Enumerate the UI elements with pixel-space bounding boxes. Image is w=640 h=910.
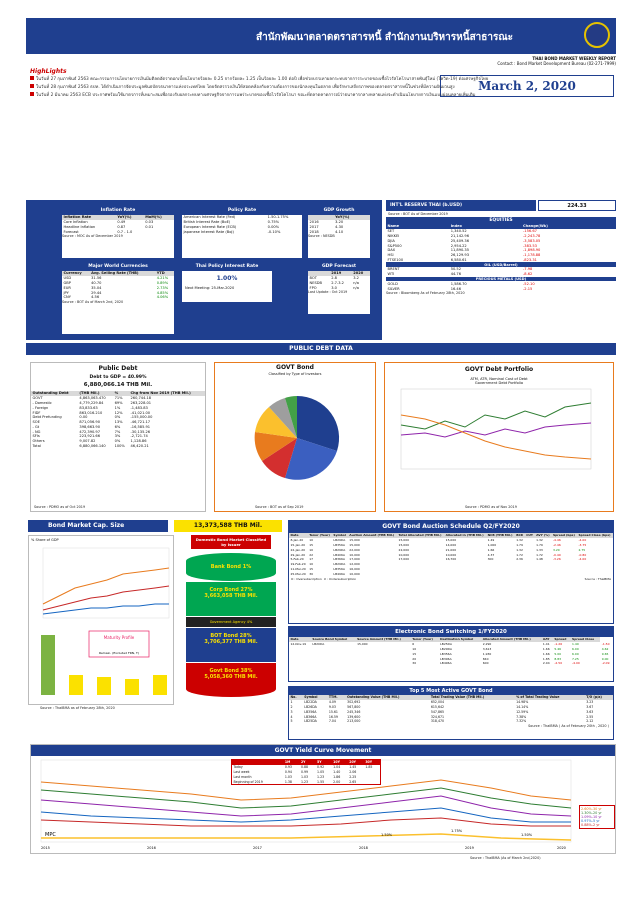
table-row: FIDF 863,016.210 12% -41,021.00 <box>32 410 151 415</box>
highlights-title: HighLights <box>30 68 67 75</box>
table-row: DJIA 25,409.36 -3,583.05 <box>387 238 541 243</box>
table-row: 1 LB22DA 4.09 302,692 652,004 14.98% 3.23 <box>290 700 594 705</box>
equities-table: Name Index Change(Wk) SET 1,340.52 -156.67 NIKKEI 21,142.96 -2,243.78 DJIA 25,409.36 -3,583.05 S&P500 2,954.22 -383.53 DAX 11,890.35 -1,898.90 HSI 26,129.93 -1,178.88 FTSE100 6,580.61 -823.31 OIL (USD/Barrel) BRENT 50.52 -7.98 WTI 44.76 -8.62 PRECIOUS METALS (USD) GOLD 1,586.70 -52.10 SILVER 16.46 -2.15 <box>386 224 616 291</box>
segment-agency: Government Agency 4% <box>186 617 276 627</box>
currency-title: Major World Currencies <box>62 262 174 271</box>
table-row: 8-Jan-20 10 LB29DA 15,000 15,000 15,000 1.49 1.32 1.32 -4.46 -4.00 <box>290 538 587 543</box>
pdmo-logo-icon <box>584 22 610 48</box>
table-row: SET 1,340.52 -156.67 <box>387 229 537 234</box>
bond-cap-source: Source : ThaiBMA as of February 28th, 2020 <box>40 706 115 710</box>
yield-series-5y <box>41 808 571 822</box>
table-row: NIKKEI 21,142.96 -2,243.78 <box>387 233 541 238</box>
legend-entry: 0.97%-5 yr <box>581 819 600 823</box>
table-row: 25-Mar-20 30 LB496A 10,000 <box>290 571 360 576</box>
thai-policy-panel <box>182 262 272 302</box>
maturity-bar-1 <box>41 635 55 695</box>
mpc-rate-label: 1.50% <box>381 833 393 837</box>
public-debt-title: Public Debt <box>98 365 138 372</box>
table-row: HSI 26,129.93 -1,178.88 <box>387 253 541 258</box>
gdp-forecast-table: 2019 2020 BOT 2.8 3.2 NESDB 2.7-3.2 n/a FPO 3.0 n/a <box>308 271 370 290</box>
table-row: 29-Jan-20 22 LB406A 10,000 10,000 10,000 4.37 1.72 1.72 -0.40 -0.80 <box>290 552 587 557</box>
table-row: CNY 4.56 4.06% <box>63 295 169 300</box>
portfolio-series-cost <box>401 415 591 459</box>
bond-cap-value: 13,373,588 THB Mil. <box>174 520 282 532</box>
bullet-icon <box>30 92 34 96</box>
table-row: 12-Nov-19 LB20DA 15,000 6 LB25DA 2,290 1.41 -1.26 1.40 -1.50 <box>290 642 610 647</box>
maturity-bar-4 <box>125 679 139 695</box>
gdp-growth-panel <box>308 206 370 258</box>
auction-title: GOVT Bond Auction Schedule Q2/FY2020 <box>289 521 613 533</box>
top5-title: Top 5 Most Active GOVT Bond <box>289 687 613 695</box>
table-row: - Foreign 83,833.63 1% -1,483.83 <box>32 405 148 410</box>
table-row: Headline Inflation 0.87 0.01 <box>63 224 154 229</box>
legend-entry: 2.60%-30 yr <box>581 807 602 811</box>
gdp-series-a <box>43 568 169 604</box>
table-row: 2 LB26DA 9.03 567,800 615,642 14.14% 3.67 <box>290 704 594 709</box>
table-row: Last month 1.03 1.03 1.23 1.86 2.25 <box>233 774 357 779</box>
next-meeting: Next Meeting: 25-Mar-2020 <box>185 286 235 290</box>
public-debt-panel <box>30 362 206 512</box>
x-tick-label: 2019 <box>465 846 474 850</box>
gdp-forecast-title: GDP Forecast <box>308 262 370 271</box>
x-tick-label: 2015 <box>41 846 50 850</box>
table-row: NESDB 2.7-3.2 n/a <box>309 280 359 285</box>
auction-panel <box>288 520 614 624</box>
maturity-bar-5 <box>153 675 167 695</box>
portfolio-chart-title: ATM, ATR, Nominal Cost of Debt <box>470 377 528 381</box>
table-row: Core Inflation 0.49 0.03 <box>63 220 154 225</box>
table-row: USD 31.56 4.21% <box>63 276 169 281</box>
table-row: EUR 35.04 2.73% <box>63 285 169 290</box>
bond-cap-panel <box>28 535 174 705</box>
table-row: 11-Mar-20 15 LB356A 16,000 <box>290 566 360 571</box>
public-debt-source: Source : PDMO as of Oct 2019 <box>34 505 86 509</box>
x-tick-label: 2020 <box>557 846 566 850</box>
report-subtitle <box>380 56 616 66</box>
contact-line: Contact : Bond Market Development Bureau (02-271-7999) <box>497 61 616 66</box>
govt-portfolio-panel <box>384 362 614 512</box>
table-row: Today 0.93 0.88 0.92 1.04 1.45 1.85 <box>233 765 373 770</box>
gdp-forecast-panel <box>308 262 370 314</box>
portfolio-line-chart <box>385 385 613 485</box>
table-row: BRENT 50.52 -7.98 <box>387 267 533 272</box>
segment-govt: Govt Bond 38% 5,058,360 THB Mil. <box>186 663 276 697</box>
yield-series-10y <box>41 796 571 816</box>
govt-bond-pie-title: GOVT Bond <box>276 364 314 371</box>
x-tick-label: 2016 <box>147 846 156 850</box>
switching-panel <box>288 626 614 682</box>
govt-bond-pie-source: Source : BOT as of Sep 2019 <box>255 505 304 509</box>
table-row: 22-Jan-20 10 LB29DA 22,000 22,000 21,000 1.66 1.32 1.33 3.20 2.75 <box>290 547 586 552</box>
switching-table: Date Source Bond Symbol Source Amount (THB Mil.) Tenor (Year) Destination Symbol Allocated Amount (THB Mil.) AAY Spread Spread Close 12-Nov-19 LB20DA 15,000 6 LB25DA 2,290 1.41 -1.26 1.40 -1.50 10 LB29DA 3,613 1.66 5.46 6.00 4.62 15 LB356A 1,930 1.66 5.00 6.00 9.65 20 LB396A 840 1.85 8.83 7.25 9.00 30 LB496A 600 2.04 -2.50 -4.00 -2.09 <box>289 637 613 666</box>
maturity-title: Maturity Profile <box>103 635 135 640</box>
table-row: 4 LB366A 16.59 139,600 324,671 7.38% 2.55 <box>290 714 594 719</box>
table-row: SFIs 223,921.66 3% -2,721.74 <box>32 434 148 439</box>
bureau-title: สำนักพัฒนาตลาดตราสารหนี้ สำนักงานบริหารหนี้สาธารณะ <box>256 32 514 43</box>
table-row: Japanese Interest Rate (BoJ) -0.10% <box>183 229 281 234</box>
report-date: March 2, 2020 <box>440 75 614 97</box>
yield-series-20y <box>41 788 571 808</box>
top5-panel <box>288 686 614 740</box>
policy-title: Policy Rate <box>182 206 302 215</box>
table-row: SILVER 16.46 -2.15 <box>387 286 533 291</box>
policy-table <box>182 215 302 234</box>
table-row: British Interest Rate (BoE) 0.75% <box>183 220 280 225</box>
equities-source: Source : Bloomberg As of February 28th, 2020 <box>386 290 465 295</box>
thai-policy-value: 1.00% <box>216 275 238 282</box>
table-row: Forecast 0.7 - 1.0 <box>63 229 133 234</box>
yield-curve-source: Source : ThaiBMA (As of March 2nd,2020) <box>470 856 541 860</box>
table-row: GBP 40.70 0.89% <box>63 280 169 285</box>
govt-bond-pie-panel <box>214 362 376 512</box>
debt-gdp: Debt to GDP = 40.99% <box>89 375 147 380</box>
cylinder-title: Domestic Bond Market Classified by Issuer <box>191 535 271 549</box>
equities-panel <box>386 217 616 341</box>
mpc-rate-label: 1.50% <box>521 833 533 837</box>
share-gdp-chart <box>29 544 173 624</box>
currency-table: Currency Avg. Selling Rate (THB) YTD USD 31.56 4.21% GBP 40.70 0.89% EUR 35.04 2.73% JPY 29.44 4.85% CNY 4.56 4.06% <box>62 271 174 300</box>
yield-curve-panel <box>30 744 616 854</box>
top5-source: Source : ThaiBMA ( As of February 20th , 2020 ) <box>528 723 609 728</box>
currency-panel <box>62 262 174 334</box>
segment-corp: Corp Bond 27% 3,663,058 THB Mil. <box>186 582 276 616</box>
maturity-note: Remain. (Excluded FRN, T) <box>99 651 139 655</box>
issuer-cylinder <box>178 535 284 705</box>
table-row: 30 LB496A 600 2.04 -2.50 -4.00 -2.09 <box>412 661 610 666</box>
gdp-forecast-update: Last Update : Oct 2019 <box>308 290 348 295</box>
maturity-bar-2 <box>69 675 83 695</box>
legend-entry: 0.88%-2 yr <box>581 823 600 827</box>
yield-legend <box>579 805 615 829</box>
govt-portfolio-source: Source : PDMO as of Nov 2019 <box>465 505 517 509</box>
table-row: 3 LB356A 15.61 245,346 547,865 12.59% 3.63 <box>290 709 594 714</box>
gdp-series-b <box>43 586 169 610</box>
table-row: 2016 3.20 <box>309 220 344 225</box>
x-tick-label: 2017 <box>253 846 262 850</box>
gdp-growth-source: Source : NESDB <box>308 234 335 239</box>
table-row: GOLD 1,586.70 -52.10 <box>387 281 535 286</box>
highlights-text <box>30 76 610 196</box>
table-row: WTI 44.76 -8.62 <box>387 272 533 277</box>
report-name: THAI BOND MARKET WEEKLY REPORT <box>532 56 616 61</box>
reserve-value: 224.33 <box>538 200 616 211</box>
portfolio-series-atr <box>401 423 591 437</box>
debt-total: 6,880,066.14 THB Mil. <box>83 382 153 388</box>
table-row: 2017 4.30 <box>309 224 344 229</box>
table-row: - Domestic 4,779,229.84 69% 263,228.01 <box>32 400 152 405</box>
table-row: GOVT 4,863,063.470 71% 260,744.18 <box>32 396 152 401</box>
table-row: 15-Jan-20 15 LB356A 15,000 15,000 14,000 1,000 1.79 1.79 -2.46 -3.75 <box>290 542 587 547</box>
table-row: 15 LB356A 1,930 1.66 5.00 6.00 9.65 <box>412 651 609 656</box>
public-debt-table: Outstanding Debt (THB Mil.) % Chg from Nov 2019 (THB Mil.) GOVT 4,863,063.470 71% 260,744.18 - Domestic 4,779,229.84 69% 263,228.01 - Foreign 83,833.63 1% -1,483.83 FIDF 863,016.210 12% -41,021.00 Debt Prefunding 0.00 0% -155,000.00 SOE 871,056.90 13% -46,721.17 - Gt 398,663.90 6% -16,585.91 - NG 472,390.97 7% -30,135.26 SFIs 223,921.66 3% -2,721.74 Others 9,007.82 0% 1,128.86 Total 6,880,066.140 100% 46,420.21 <box>31 391 205 448</box>
table-row: FPO 3.0 n/a <box>309 285 359 290</box>
equities-title: EQUITIES <box>386 217 616 224</box>
table-row: FTSE100 6,580.61 -823.31 <box>387 257 537 262</box>
pct-gdp-label: % Share of GDP <box>31 538 59 542</box>
table-row: European Interest Rate (ECB) 0.00% <box>183 224 280 229</box>
bond-cap-title-bar: Bond Market Cap. Size <box>28 520 168 532</box>
highlight-item: ในวันที่ 27 กุมภาพันธ์ 2563 คณะกรรมการนโยบายการเงินมีมติลดอัตราดอกเบี้ยนโยบายร้อยละ 0.25 จากร้อยละ 1.25 เป็นร้อยละ 1.00 ต่อปี เพื่อช่วยบรรเทาผลกระทบจากการระบาดของเชื้อไวรัสโคโรนาสายพันธุ์ใหม่ (โควิด-19) ต่อเศรษฐกิจไทย <box>30 76 610 83</box>
table-row: - NG 472,390.97 7% -30,135.26 <box>32 429 151 434</box>
legend-entry: 1.30%-20 yr <box>581 811 602 815</box>
legend-entry: 1.09%-10 yr <box>581 815 602 819</box>
inflation-panel <box>62 206 174 258</box>
inflation-title: Inflation Rate <box>62 206 174 215</box>
inflation-table: Inflation Rate YoY(%) MoM(%) Core Inflation 0.49 0.03 Headline Inflation 0.87 0.01 Forecast 0.7 - 1.0 <box>62 215 174 234</box>
gdp-growth-table: YoY(%) 2016 3.20 2017 4.30 2018 4.10 <box>308 215 370 234</box>
public-debt-section-bar: PUBLIC DEBT DATA <box>26 343 616 355</box>
table-row: 5 LB25DA 7.04 213,000 318,470 7.32% 2.12 <box>290 719 594 724</box>
table-row: Beginning of 2019 1.38 1.23 1.55 2.00 2.65 <box>233 779 357 784</box>
highlight-item: ในวันที่ 2 มีนาคม 2563 ECB ประกาศพร้อมใช้มาตรการที่เหมาะสมเพื่อรองรับผลกระทบทางเศรษฐกิจจากการแพร่ระบาดของเชื้อไวรัสโคโรนา ขณะที่ตลาดคาดการณ์ว่าธนาคารกลางหลายแห่งจะดำเนินนโยบายการเงินแบบผ่อนคลายเพิ่มเติม <box>30 92 610 99</box>
auction-legend: O : Oversubscription U : Undersubscription Source : ThaiBMA <box>291 577 611 582</box>
govt-portfolio-title: GOVT Debt Portfolio <box>464 366 534 373</box>
mpc-rate-label: 1.75% <box>451 829 463 833</box>
table-row: 5-Feb-20 17 LB366A 17,000 17,000 16,700 300 2.36 1.48 -3.26 -4.00 <box>290 557 587 562</box>
table-row: BOT 2.8 3.2 <box>309 276 359 281</box>
investor-pie-chart <box>215 376 375 494</box>
top5-table: No. Symbol TTM. Outstanding Value (THB Mil.) Total Trading Value (THB Mil.) % of Total Trading Value T/O (p/a) 1 LB22DA 4.09 302,692 652,004 14.98% 3.23 2 LB26DA 9.03 567,800 615,642 14.14% 3.67 3 LB356A 15.61 245,346 547,865 12.59% 3.63 4 LB366A 16.59 139,600 324,671 7.38% 2.55 5 LB25DA 7.04 213,000 318,470 7.32% 2.12 <box>289 695 613 724</box>
segment-bank: Bank Bond 1% <box>186 553 276 581</box>
table-row: 10 LB29DA 3,613 1.66 5.46 6.00 4.62 <box>412 646 609 651</box>
table-row: Last week 0.94 0.99 1.05 1.40 2.06 <box>233 769 357 774</box>
mpc-label: MPC <box>45 832 56 838</box>
switching-title: Electronic Bond Switching 1/FY2020 <box>289 627 613 637</box>
yield-curve-title: GOVT Yield Curve Movement <box>31 745 615 756</box>
reserve-source: Source : BOT As of December 2019 <box>388 212 448 216</box>
bullet-icon <box>30 76 34 80</box>
table-row: - Gt 398,663.90 6% -16,585.91 <box>32 424 151 429</box>
segment-bot: BOT Bond 28% 3,706,377 THB Mil. <box>186 628 276 662</box>
policy-panel <box>182 206 302 258</box>
currency-source: Source : BOT As of March 2nd, 2020 <box>62 299 124 304</box>
table-row: American Interest Rate (Fed) 1.50-1.75% <box>183 215 289 220</box>
portfolio-chart-subtitle: Government Debt Portfolio <box>474 381 524 385</box>
table-row: Debt Prefunding 0.00 0% -155,000.00 <box>32 415 153 420</box>
inflation-source: Source : MOC As of December 2019 <box>62 234 123 239</box>
mpc-series <box>41 834 571 840</box>
table-row: JPY 29.44 4.85% <box>63 290 169 295</box>
table-row: SOE 871,056.90 13% -46,721.17 <box>32 420 151 425</box>
table-row: S&P500 2,954.22 -383.53 <box>387 243 537 248</box>
reserve-label: INT'L RESERVE THAI (b.USD) <box>386 200 536 211</box>
gdp-growth-title: GDP Growth <box>308 206 370 215</box>
bullet-icon <box>30 84 34 88</box>
table-row: 20 LB396A 840 1.85 8.83 7.25 9.00 <box>412 656 609 661</box>
highlight-item: ในวันที่ 28 กุมภาพันธ์ 2563 ธปท. ได้ดำเนินการจัดประมูลพันธบัตรธนาคารแห่งประเทศไทย โดยจัดสรรวงเงินให้สอดคล้องกับความต้องการของนักลงทุนในตลาด เพื่อรักษาเสถียรภาพของตลาดตราสารหนี้ในช่วงที่มีความผันผวนสูง <box>30 84 610 91</box>
govt-bond-pie-subtitle: Classified by Type of Investors <box>268 372 322 376</box>
thai-policy-title: Thai Policy Interest Rate <box>182 262 272 271</box>
reserve-box <box>386 200 616 211</box>
report-header <box>26 18 616 54</box>
maturity-bar-3 <box>97 677 111 695</box>
table-row: Total 6,880,066.140 100% 46,420.21 <box>32 443 149 448</box>
x-tick-label: 2018 <box>359 846 368 850</box>
table-row: 19-Feb-20 10 LB29DA 12,000 <box>290 562 360 567</box>
auction-table: Date Tenor (Year) Symbol Auction Amount (THB Mil.) Total Allocated (THB Mil.) Allocated in (THB Mil.) NCB (THB Mil.) BCR CUT AVY (%) Spread (bps) Spread Close (bps) 8-Jan-20 10 LB29DA 15,000 15,000 15,000 1.49 1.32 1.32 -4.46 -4.00 15-Jan-20 15 LB356A 15,000 15,000 14,000 1,000 1.79 1.79 -2.46 -3.75 22-Jan-20 10 LB29DA 22,000 22,000 21,000 1.66 1.32 1.33 3.20 2.75 29-Jan-20 22 LB406A 10,000 10,000 10,000 4.37 1.72 1.72 -0.40 -0.80 5-Feb-20 17 LB366A 17,000 17,000 16,700 300 2.36 1.48 -3.26 -4.00 19-Feb-20 10 LB29DA 12,000 11-Mar-20 15 LB356A 16,000 25-Mar-20 30 LB496A 10,000 <box>289 533 613 576</box>
yield-table: 1M 2Y 5Y 10Y 20Y 30Y Today 0.93 0.88 0.92 1.04 1.45 1.85 Last week 0.94 0.99 1.05 1.40 2.06 Last month 1.03 1.03 1.23 1.86 2.25 Beginning of 2019 1.38 1.23 1.55 2.00 2.65 <box>231 759 381 785</box>
table-row: 2018 4.10 <box>309 229 344 234</box>
table-row: DAX 11,890.35 -1,898.90 <box>387 248 541 253</box>
maturity-profile-chart <box>29 625 173 705</box>
table-row: Others 9,007.82 0% 1,128.86 <box>32 439 147 444</box>
